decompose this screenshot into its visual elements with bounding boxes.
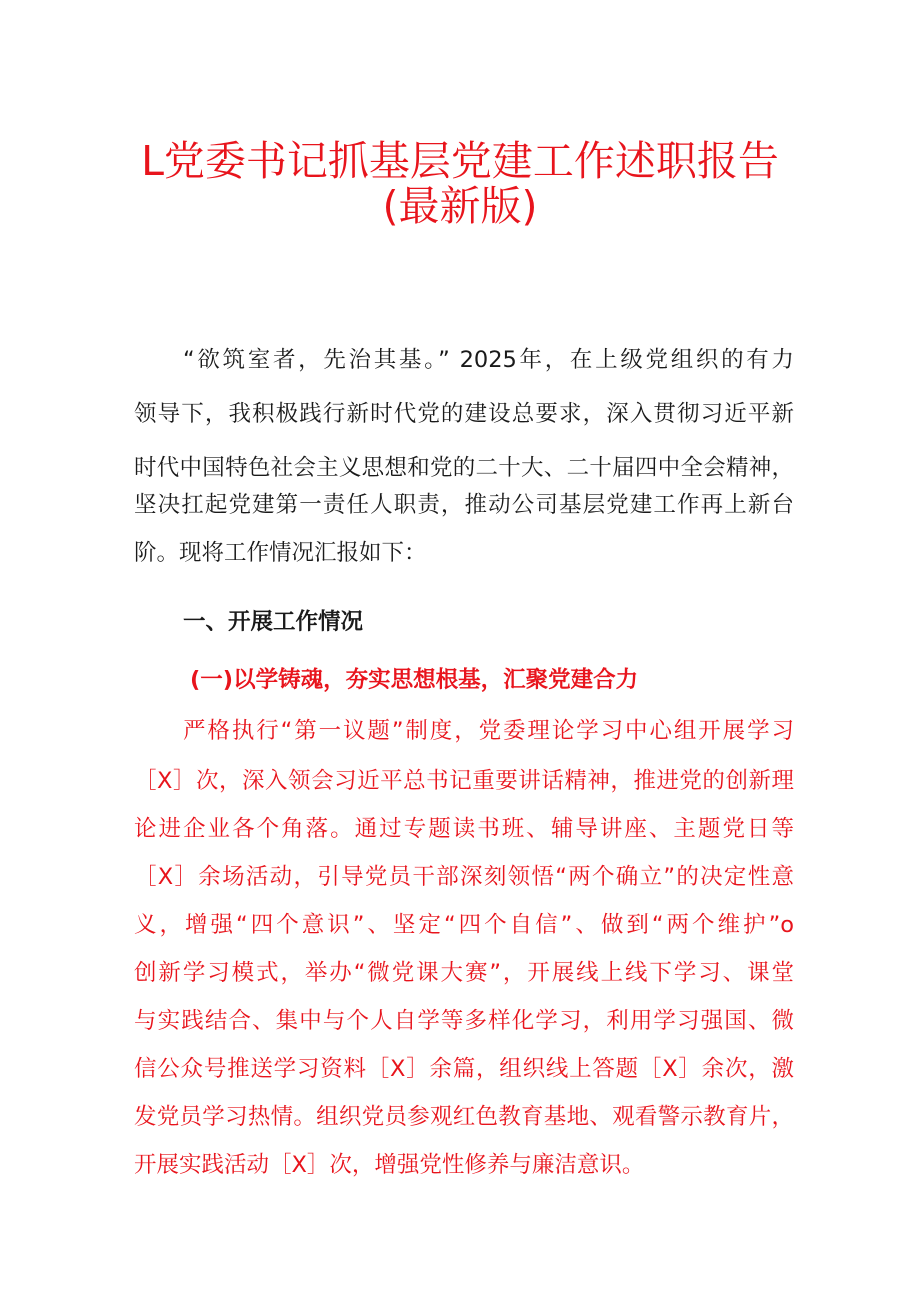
intro-line-2: 领导下，我积极践行新时代党的建设总要求，深入贯彻习近平新: [134, 401, 794, 427]
body-line-6: 创新学习模式，举办“微党课大赛”，开展线上线下学习、课堂: [134, 960, 794, 986]
section-1-heading: 一、开展工作情况: [183, 609, 364, 635]
intro-line-4: 坚决扛起党建第一责任人职责，推动公司基层党建工作再上新台: [134, 492, 794, 518]
body-line-4: ［X］余场活动，引导党员干部深刻领悟“两个确立”的决定性意: [134, 864, 794, 890]
body-line-1: 严格执行“第一议题”制度，党委理论学习中心组开展学习: [183, 718, 794, 744]
body-line-10: 开展实践活动［X］次，增强党性修养与廉洁意识。: [134, 1152, 645, 1178]
subsection-1-heading: (一)以学铸魂，夯实思想根基，汇聚党建合力: [190, 667, 639, 693]
intro-line-3: 时代中国特色社会主义思想和党的二十大、二十届四中全会精神，: [134, 455, 794, 481]
body-line-2: ［X］次，深入领会习近平总书记重要讲话精神，推进党的创新理: [134, 768, 794, 794]
body-line-9: 发党员学习热情。组织党员参观红色教育基地、观看警示教育片，: [134, 1104, 794, 1130]
body-line-5: 义，增强“四个意识”、坚定“四个自信”、做到“两个维护”o: [134, 912, 794, 938]
body-line-7: 与实践结合、集中与个人自学等多样化学习，利用学习强国、微: [134, 1008, 794, 1034]
intro-line-5: 阶。现将工作情况汇报如下：: [134, 540, 427, 566]
document-title-line-2: (最新版): [382, 182, 538, 230]
body-line-3: 论进企业各个角落。通过专题读书班、辅导讲座、主题党日等: [134, 816, 794, 842]
body-line-8: 信公众号推送学习资料［X］余篇，组织线上答题［X］余次，激: [134, 1056, 794, 1082]
document-title-line-1: L党委书记抓基层党建工作述职报告: [141, 137, 779, 185]
intro-line-1: “欲筑室者，先治其基。” 2025年，在上级党组织的有力: [183, 347, 794, 373]
